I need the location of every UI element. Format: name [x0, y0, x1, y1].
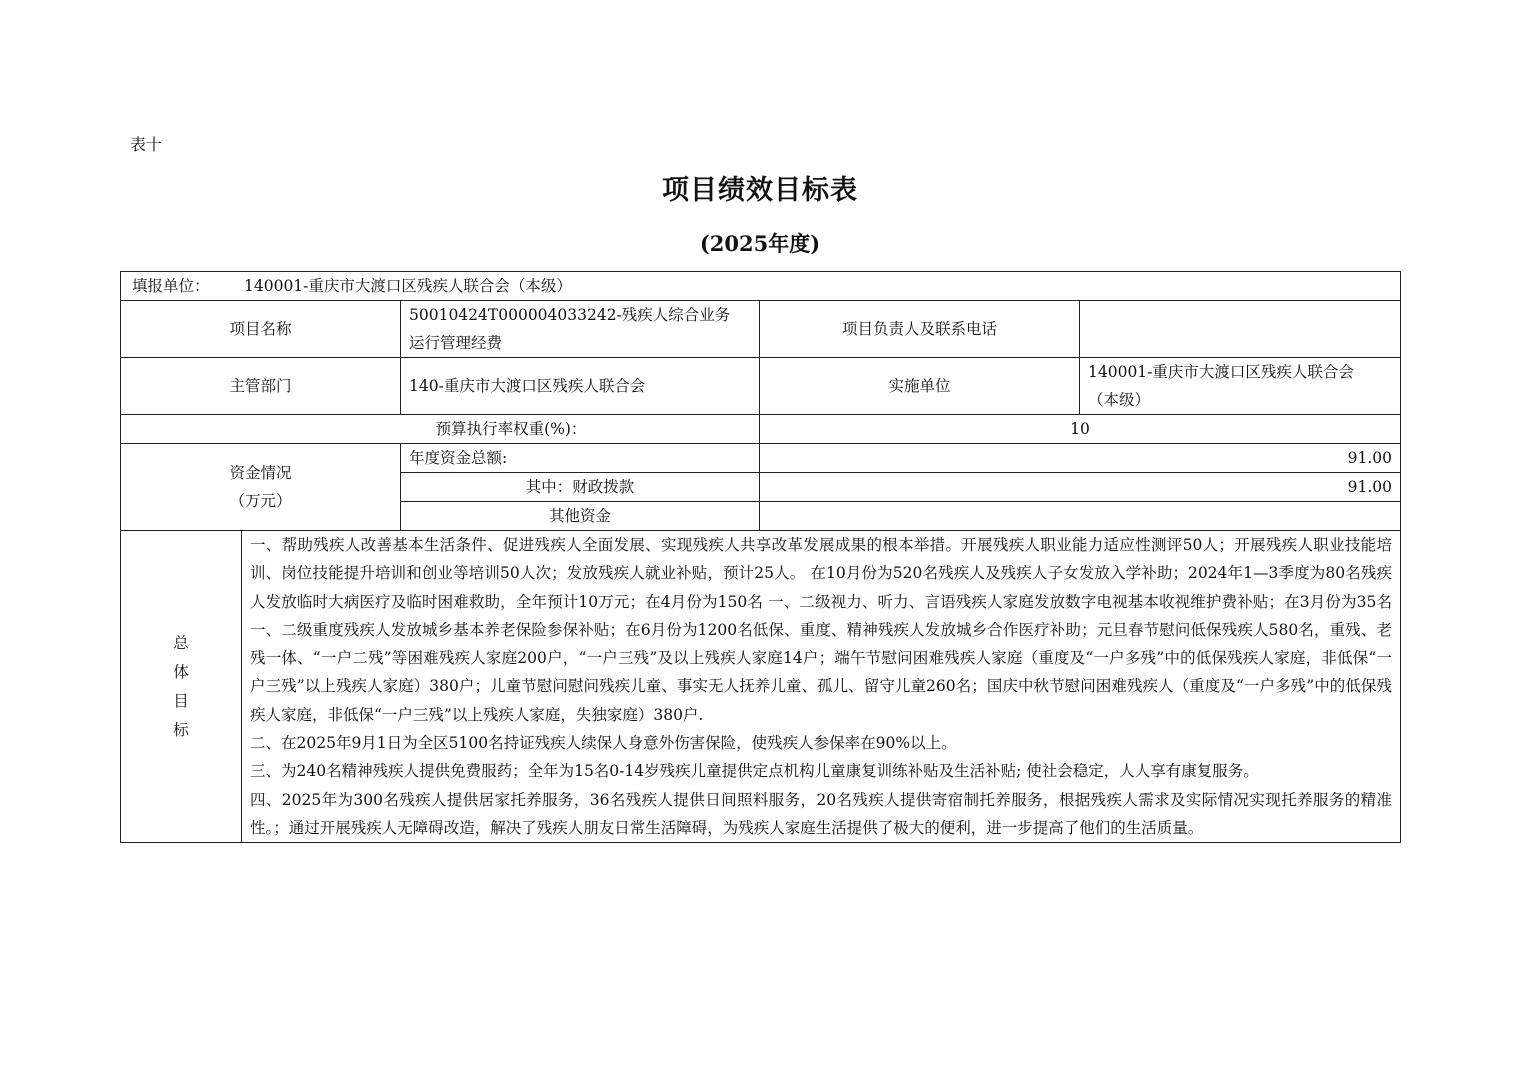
- project-name-line1: 50010424T000004033242-残疾人综合业务: [409, 306, 731, 324]
- fund-total-row: [121, 444, 1401, 473]
- contact-label: 项目负责人及联系电话: [760, 301, 1080, 358]
- goal-paragraph: 二、在2025年9月1日为全区5100名持证残疾人续保人身意外伤害保险，使残疾人参保率在90%以上。: [250, 734, 957, 753]
- other-value: [760, 502, 1401, 531]
- table-number: 表十: [130, 135, 163, 154]
- reporter-value: 140001-重庆市大渡口区残疾人联合会（本级）: [244, 277, 572, 295]
- fund-label: [121, 444, 401, 531]
- goal-label-char: 目: [173, 691, 189, 710]
- performance-target-table: [120, 271, 1401, 843]
- goal-row: [121, 531, 1401, 843]
- annual-total-label: 年度资金总额:: [401, 444, 760, 473]
- department-row: [121, 358, 1401, 415]
- fiscal-value: 91.00: [760, 473, 1401, 502]
- contact-value: [1080, 301, 1401, 358]
- goal-paragraph: 三、为240名精神残疾人提供免费服药；全年为15名0-14岁残疾儿童提供定点机构儿童康复训练补贴及生活补贴; 使社会稳定，人人享有康复服务。: [250, 762, 1259, 781]
- fiscal-label: 其中：财政拨款: [401, 473, 760, 502]
- other-label: 其他资金: [401, 502, 760, 531]
- goal-paragraph: 四、2025年为300名残疾人提供居家托养服务，36名残疾人提供日间照料服务，20名残疾人提供寄宿制托养服务，根据残疾人需求及实际情况实现托养服务的精准性。；通过开展残疾人无障碍改造，解决了残疾人朋友日常生活障碍，为残疾人家庭生活提供了极大的便利，进一步提高了他们的生活质量。: [250, 790, 1392, 837]
- page-subtitle: (2025年度): [699, 231, 821, 256]
- budget-weight-label: 预算执行率权重(%)：: [121, 415, 760, 444]
- impl-line2: （本级）: [1088, 391, 1151, 409]
- project-name-label: 项目名称: [121, 301, 401, 358]
- project-name-value: [401, 301, 760, 358]
- dept-value: 140-重庆市大渡口区残疾人联合会: [401, 358, 760, 415]
- fund-label-line1: 资金情况: [229, 464, 292, 482]
- impl-value: [1080, 358, 1401, 415]
- goal-label-char: 标: [173, 720, 189, 739]
- budget-weight-row: [121, 415, 1401, 444]
- dept-label: 主管部门: [121, 358, 401, 415]
- goal-label-char: 体: [173, 662, 189, 681]
- project-name-row: [121, 301, 1401, 358]
- goal-label-char: 总: [173, 633, 189, 652]
- reporter-row: [121, 272, 1401, 301]
- reporter-cell: [121, 272, 1401, 301]
- goal-content: [242, 531, 1401, 843]
- reporter-label: 填报单位：: [132, 277, 210, 295]
- budget-weight-value: 10: [760, 415, 1401, 444]
- page-title: 项目绩效目标表: [662, 175, 858, 206]
- impl-label: 实施单位: [760, 358, 1080, 415]
- impl-line1: 140001-重庆市大渡口区残疾人联合会: [1088, 363, 1354, 381]
- project-name-line2: 运行管理经费: [409, 334, 503, 352]
- fund-label-line2: （万元）: [229, 492, 292, 510]
- annual-total-value: 91.00: [760, 444, 1401, 473]
- goal-label: [121, 531, 242, 843]
- goal-paragraph: 一、帮助残疾人改善基本生活条件、促进残疾人全面发展、实现残疾人共享改革发展成果的根本举措。开展残疾人职业能力适应性测评50人；开展残疾人职业技能培训、岗位技能提升培训和创业等培训50人次；发放残疾人就业补贴，预计25人。 在10月份为520名残疾人及残疾人子女发放入学补助；2024年1—3季度为80名残疾人发放临时大病医疗及临时困难救助，全年预计10万元；在4月份为150名 一、二级视力、听力、言语残疾人家庭发放数字电视基本收视维护费补贴；在3月份为35名一、二级重度残疾人发放城乡基本养老保险参保补贴；在6月份为1200名低保、重度、精神残疾人发放城乡合作医疗补助；元旦春节慰问低保残疾人580名，重残、老残一体、“一户二残”等困难残疾人家庭200户，“一户三残”及以上残疾人家庭14户；端午节慰问困难残疾人家庭（重度及“一户多残”中的低保残疾人家庭，非低保“一户三残”以上残疾人家庭）380户；儿童节慰问慰问残疾儿童、事实无人抚养儿童、孤儿、留守儿童260名；国庆中秋节慰问困难残疾人（重度及“一户多残”中的低保残疾人家庭，非低保“一户三残”以上残疾人家庭，失独家庭）380户.: [250, 536, 1392, 724]
